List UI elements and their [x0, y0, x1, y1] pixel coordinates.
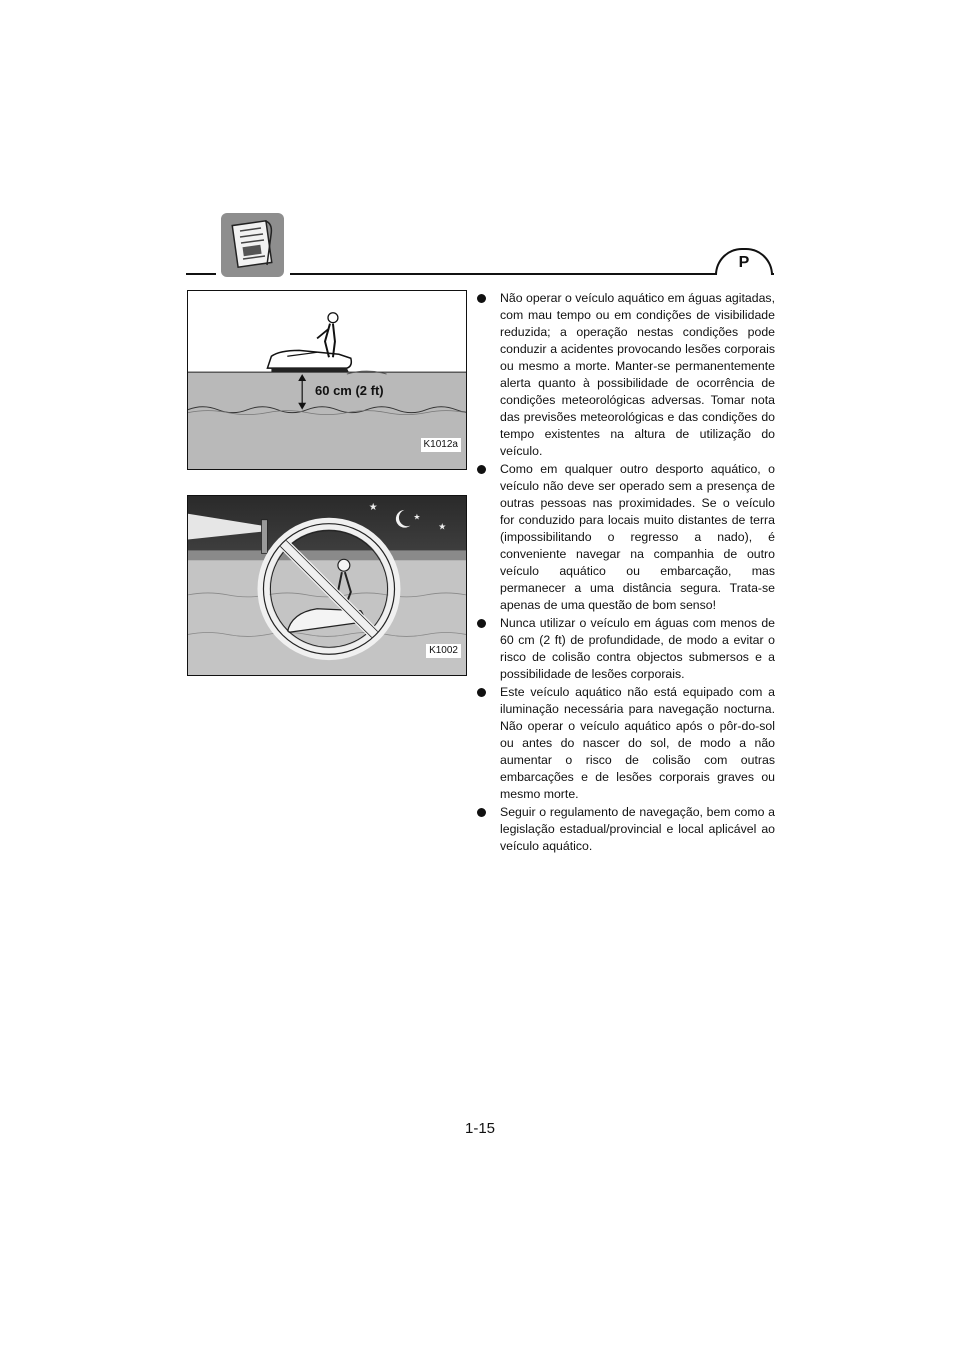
- no-night-riding-illustration: [188, 496, 466, 675]
- svg-text:★: ★: [368, 501, 378, 513]
- bullet-icon: [477, 619, 486, 628]
- list-item: Não operar o veículo aquático em águas agitadas, com mau tempo ou em condições de visibilidade reduzida; a operação nestas condições pode conduzir a acidentes provocando lesões corporais ou mesmo a morte. Manter-se permanentemente alerta quanto à possibilidade de ocorrência de condições meteorológicas adversas. Tomar nota das previsões meteorológicas e das condições do tempo existentes na altura de utilização do veículo.: [475, 290, 775, 460]
- bullet-icon: [477, 465, 486, 474]
- list-item: Como em qualquer outro desporto aquático, o veículo não deve ser operado sem a presença de outras pessoas nas proximidades. Se o veículo for conduzido para locais muito distantes de terra (impossibilitando o regresso a nado), é conveniente navegar na companhia de outro veículo aquático ou embarcação, mas permanecer a uma distância segura. Trata-se apenas de uma questão de bom senso!: [475, 461, 775, 614]
- figure-depth: [187, 290, 467, 470]
- figure-no-night: [187, 495, 467, 676]
- safety-bullet-list: [475, 290, 775, 856]
- list-item: Seguir o regulamento de navegação, bem como a legislação estadual/provincial e local aplicável ao veículo aquático.: [475, 804, 775, 855]
- depth-label: 60 cm (2 ft): [315, 383, 384, 398]
- bullet-icon: [477, 688, 486, 697]
- manual-page-icon: [221, 213, 284, 277]
- figure-code: K1002: [426, 644, 461, 658]
- svg-text:★: ★: [438, 522, 447, 533]
- page-number: 1-15: [464, 1120, 496, 1137]
- language-badge: P: [715, 248, 773, 275]
- header-rule-left: [186, 273, 216, 275]
- figure-code: K1012a: [421, 438, 461, 452]
- list-item: Este veículo aquático não está equipado com a iluminação necessária para navegação nocturna. Não operar o veículo aquático após o pôr-do-sol ou antes do nascer do sol, de modo a não aumentar o risco de colisão com outras embarcações e de lesões corporais graves ou mesmo morte.: [475, 684, 775, 803]
- bullet-icon: [477, 808, 486, 817]
- svg-text:★: ★: [413, 512, 421, 522]
- bullet-icon: [477, 294, 486, 303]
- list-item: Nunca utilizar o veículo em águas com menos de 60 cm (2 ft) de profundidade, de modo a evitar o risco de colisão contra objectos submersos e a possibilidade de lesões corporais.: [475, 615, 775, 683]
- header-rule-right: [290, 273, 774, 275]
